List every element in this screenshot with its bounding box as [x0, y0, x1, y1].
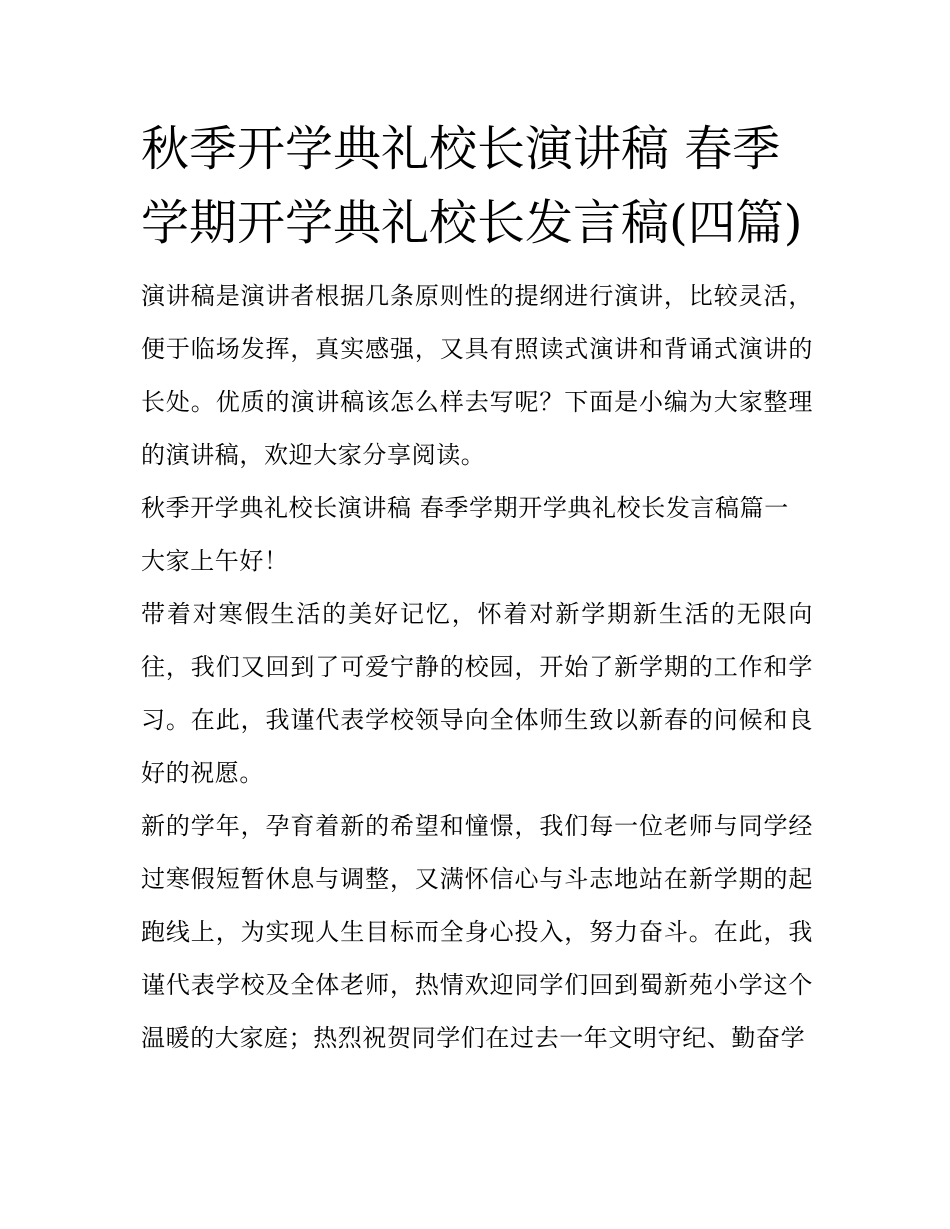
intro-paragraph: 演讲稿是演讲者根据几条原则性的提纲进行演讲，比较灵活，便于临场发挥，真实感强，又具有照读式演讲和背诵式演讲的长处。优质的演讲稿该怎么样去写呢？下面是小编为大家整理的演讲稿，欢迎大家分享阅读。	[141, 282, 813, 469]
greeting-paragraph: 大家上午好！	[141, 547, 289, 575]
document-content	[141, 112, 813, 1065]
section-heading: 秋季开学典礼校长演讲稿 春季学期开学典礼校长发言稿篇一	[141, 494, 789, 522]
body-paragraph: 新的学年，孕育着新的希望和憧憬，我们每一位老师与同学经过寒假短暂休息与调整，又满怀信心与斗志地站在新学期的起跑线上，为实现人生目标而全身心投入，努力奋斗。在此，我谨代表学校及全体老师，热情欢迎同学们回到蜀新苑小学这个温暖的大家庭；热烈祝贺同学们在过去一年文明守纪、勤奋学	[141, 812, 813, 1052]
body-paragraph: 带着对寒假生活的美好记忆，怀着对新学期新生活的无限向往，我们又回到了可爱宁静的校园，开始了新学期的工作和学习。在此，我谨代表学校领导向全体师生致以新春的问候和良好的祝愿。	[141, 600, 813, 787]
document-body	[141, 270, 813, 1065]
document-title: 秋季开学典礼校长演讲稿 春季学期开学典礼校长发言稿(四篇)	[141, 121, 803, 251]
